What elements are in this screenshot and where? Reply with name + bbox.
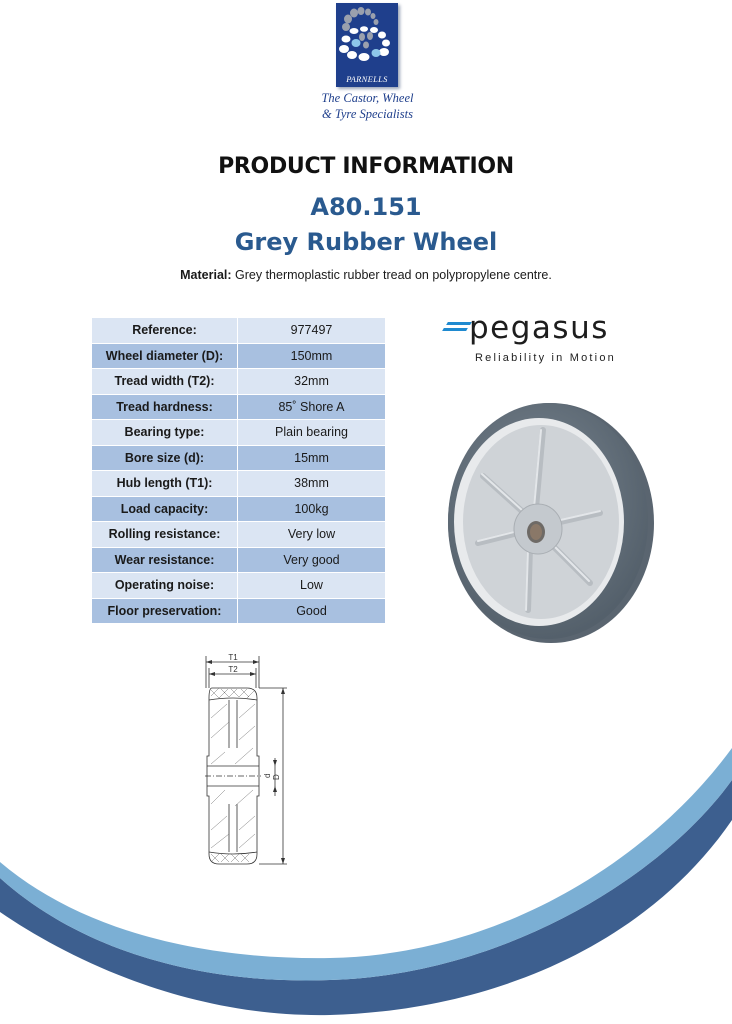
spec-value: Good xyxy=(238,598,386,624)
spec-value: 32mm xyxy=(238,369,386,395)
spec-label: Floor preservation: xyxy=(92,598,238,624)
product-name: Grey Rubber Wheel xyxy=(234,228,498,256)
spec-value: 977497 xyxy=(238,318,386,344)
spec-value: 150mm xyxy=(238,343,386,369)
spec-value: Low xyxy=(238,573,386,599)
material-label: Material: xyxy=(180,268,232,282)
spec-label: Operating noise: xyxy=(92,573,238,599)
spec-label: Tread width (T2): xyxy=(92,369,238,395)
dimension-label-diameter: D xyxy=(272,774,281,780)
spec-label: Wheel diameter (D): xyxy=(92,343,238,369)
spec-label: Tread hardness: xyxy=(92,394,238,420)
tagline-line-1: The Castor, Wheel xyxy=(321,91,414,105)
dimension-label-t1: T1 xyxy=(228,653,238,662)
brand-name: PARNELLS xyxy=(346,74,388,84)
material-value: Grey thermoplastic rubber tread on polypropylene centre. xyxy=(231,268,552,282)
page-heading: PRODUCT INFORMATION xyxy=(218,154,514,179)
spec-value: Very low xyxy=(238,522,386,548)
spec-label: Wear resistance: xyxy=(92,547,238,573)
spec-value: Plain bearing xyxy=(238,420,386,446)
dimension-label-bore: d xyxy=(263,773,272,778)
spec-value: 85˚ Shore A xyxy=(238,394,386,420)
manufacturer-tagline: Reliability in Motion xyxy=(475,352,616,364)
product-code: A80.151 xyxy=(310,193,422,221)
spec-label: Hub length (T1): xyxy=(92,471,238,497)
spec-label: Bearing type: xyxy=(92,420,238,446)
manufacturer-name: pegasus xyxy=(469,310,609,346)
spec-label: Bore size (d): xyxy=(92,445,238,471)
dimension-label-t2: T2 xyxy=(228,665,238,674)
spec-value: 38mm xyxy=(238,471,386,497)
spec-label: Rolling resistance: xyxy=(92,522,238,548)
spec-value: 100kg xyxy=(238,496,386,522)
spec-label: Reference: xyxy=(92,318,238,344)
spec-label: Load capacity: xyxy=(92,496,238,522)
tagline-line-2: & Tyre Specialists xyxy=(322,107,413,121)
spec-value: Very good xyxy=(238,547,386,573)
spec-value: 15mm xyxy=(238,445,386,471)
